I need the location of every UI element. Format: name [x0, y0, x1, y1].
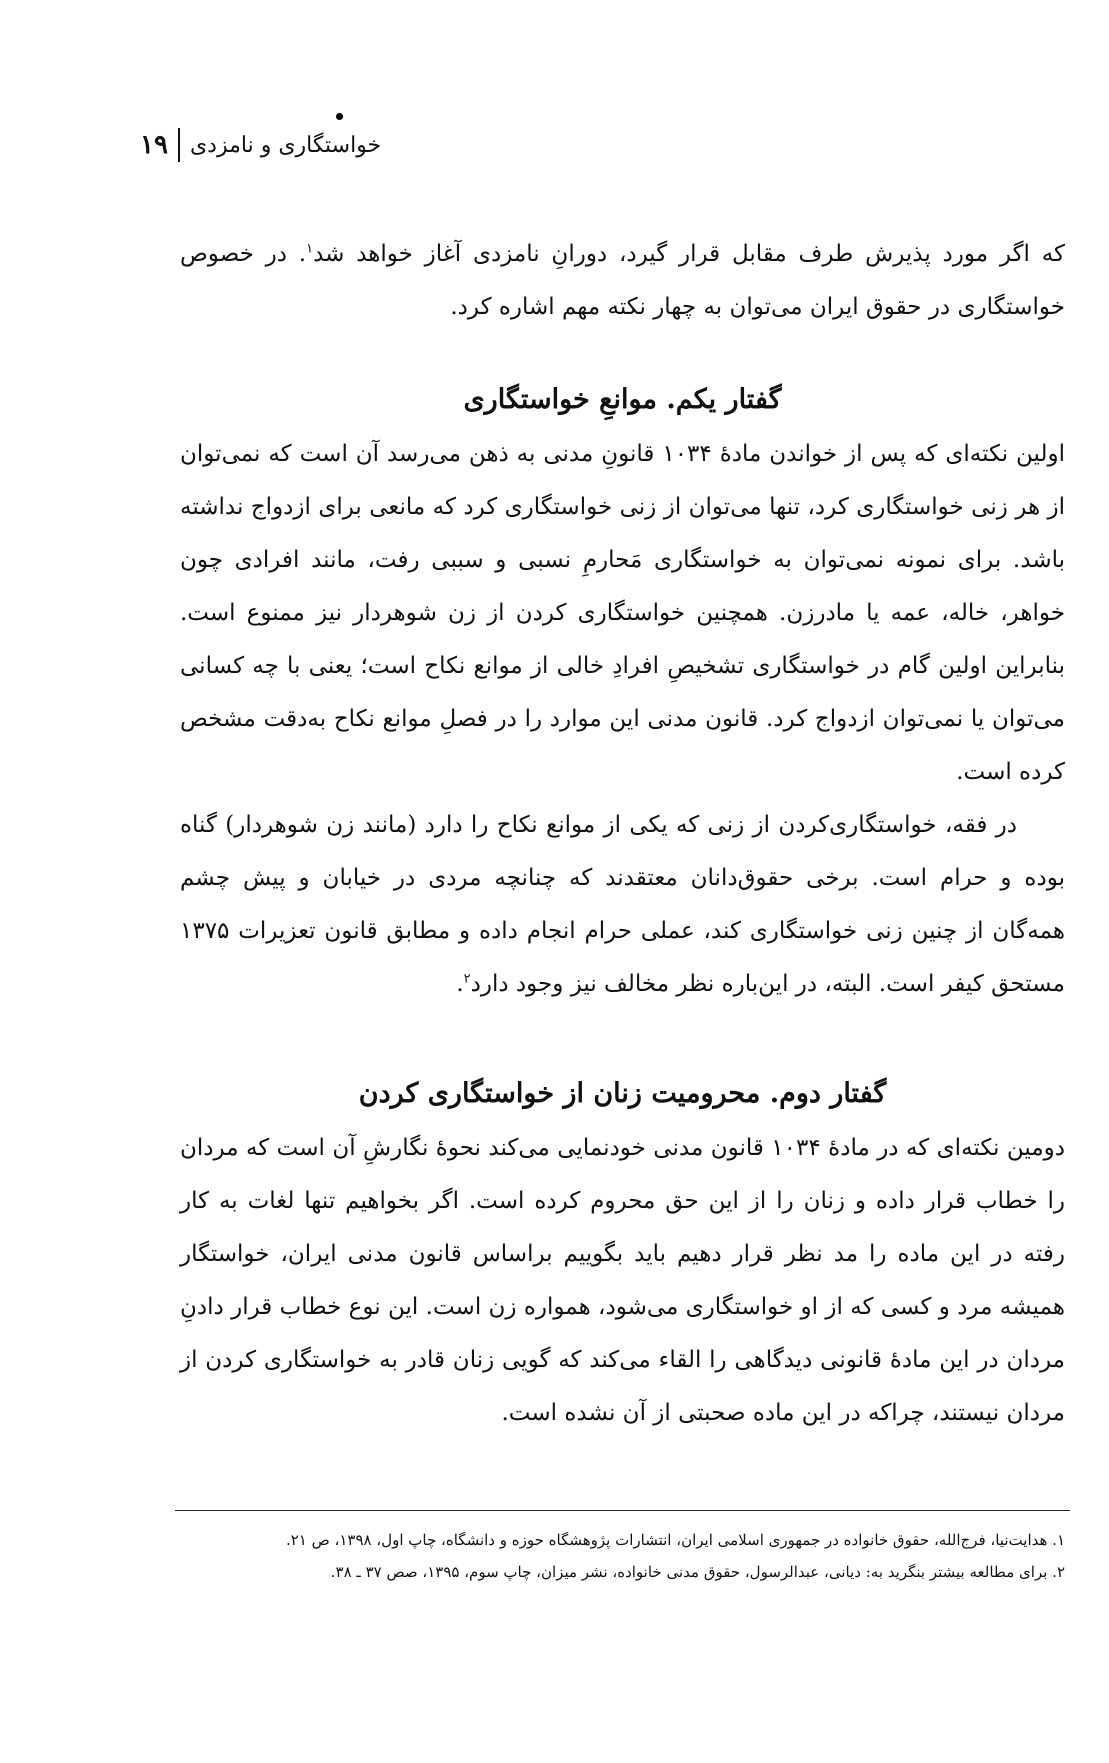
running-head: [140, 128, 381, 162]
section-heading-1: گفتار یکم. موانعِ خواستگاری: [463, 384, 782, 415]
ink-dot: [336, 113, 343, 120]
footnotes: [180, 1524, 1065, 1588]
footnote-ref-2[interactable]: ۲: [463, 971, 471, 987]
intro-text: که اگر مورد پذیرش طرف مقابل قرار گیرد، دورانِ نامزدی آغاز خواهد شد: [313, 241, 1065, 267]
section1-paragraph-2-text: در فقه، خواستگاری‌کردن از زنی که یکی از موانع نکاح را دارد (مانند زن شوهردار) گناه بوده و حرام است. برخی حقوق‌دانان معتقدند که چنانچه مردی در خیابان و پیش چشم همه‌گان از چنین زنی خواستگاری کند، عملی حرام انجام داده و مطابق قانون تعزیرات ۱۳۷۵ مستحق کیفر است. البته، در این‌باره نظر مخالف نیز وجود دارد: [180, 812, 1065, 997]
page-number: ۱۹: [140, 130, 168, 160]
section-heading-2: گفتار دوم. محرومیت زنان از خواستگاری کردن: [358, 1078, 887, 1109]
section2-paragraph-1: دومین نکته‌ای که در مادۀ ۱۰۳۴ قانون مدنی خودنمایی می‌کند نحوۀ نگارشِ آن است که مردان را خطاب قرار داده و زنان را از این حق محروم کرده است. اگر بخواهیم تنها لغات به کار رفته در این ماده را مد نظر قرار دهیم باید بگوییم براساس قانون مدنی ایران، خواستگار همیشه مرد و کسی که از او خواستگاری می‌شود، همواره زن است. این نوع خطاب قرار دادنِ مردان در این مادۀ قانونی دیدگاهی را القاء می‌کند که گویی زنان قادر به خواستگاری کردن از مردان نیستند، چراکه در این ماده صحبتی از آن نشده است.: [180, 1135, 1065, 1426]
running-title: خواستگاری و نامزدی: [189, 132, 382, 158]
footnote-separator: [175, 1510, 1070, 1511]
section1-paragraph-2: [180, 799, 1065, 1011]
footnote-ref-1[interactable]: ۱: [306, 241, 314, 257]
intro-paragraph: [180, 228, 1065, 334]
intro-text-end: . در خصوص خواستگاری در حقوق ایران می‌توان به چهار نکته مهم اشاره کرد.: [180, 241, 1065, 320]
footnote-2: ۲. برای مطالعه بیشتر بنگرید به: دیانی، عبدالرسول، حقوق مدنی خانواده، نشر میزان، چاپ سوم، ۱۳۹۵، صص ۳۷ ـ ۳۸.: [330, 1563, 1065, 1581]
footnote-1: ۱. هدایت‌نیا، فرج‌الله، حقوق خانواده در جمهوری اسلامی ایران، انتشارات پژوهشگاه حوزه و دانشگاه، چاپ اول، ۱۳۹۸، ص ۲۱.: [285, 1531, 1065, 1549]
section1-paragraph-1: اولین نکته‌ای که پس از خواندن مادۀ ۱۰۳۴ قانونِ مدنی به ذهن می‌رسد آن است که نمی‌توان از هر زنی خواستگاری کرد، تنها می‌توان از زنی خواستگاری کرد که مانعی برای ازدواج نداشته باشد. برای نمونه نمی‌توان به خواستگاری مَحارمِ نسبی و سببی رفت، مانند افرادی چون خواهر، خاله، عمه یا مادرزن. همچنین خواستگاری کردن از زن شوهردار نیز ممنوع است. بنابراین اولین گام در خواستگاری تشخیصِ افرادِ خالی از موانع نکاح است؛ یعنی با چه کسانی می‌توان یا نمی‌توان ازدواج کرد. قانون مدنی این موارد را در فصلِ موانع نکاح به‌دقت مشخص کرده است.: [180, 441, 1066, 785]
page-body: [180, 228, 1065, 1440]
section1-paragraph-2-end: .: [456, 971, 464, 997]
